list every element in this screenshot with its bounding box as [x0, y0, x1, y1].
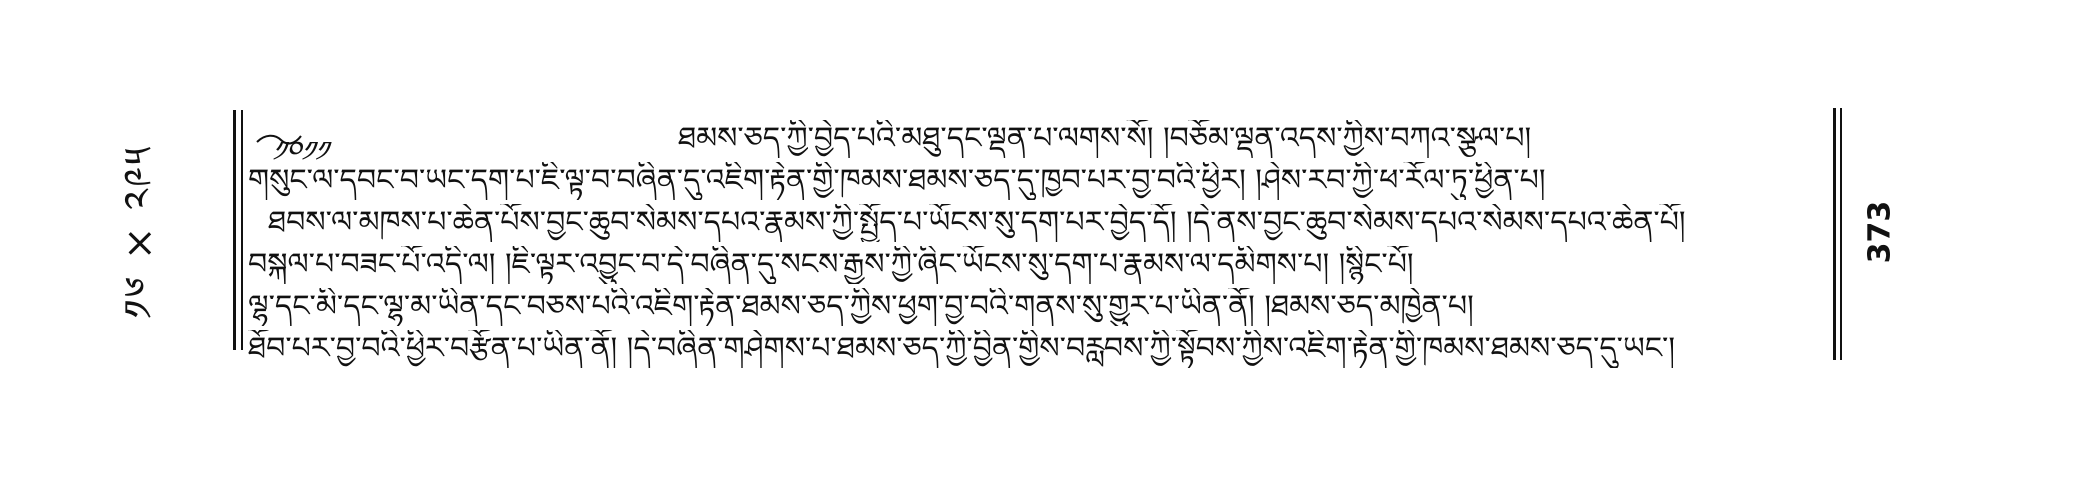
text-line	[248, 120, 1828, 158]
margin-notation: ༡༦ × ༢༩༥	[116, 145, 163, 319]
text-line	[248, 288, 1828, 326]
frame-line-left-inner	[241, 110, 243, 350]
frame-line-right-inner	[1833, 108, 1836, 360]
line-text: ལྷ་དང་མི་དང་ལྷ་མ་ཡིན་དང་བཅས་པའི་འཇིག་རྟེན་ཐམས་ཅད་ཀྱིས་ཕྱག་བྱ་བའི་གནས་སུ་གྱུར་པ་ཡིན་ནོ། །ཐམས་ཅད་མཁྱེན་པ།	[248, 289, 1474, 324]
line-text: ཐོབ་པར་བྱ་བའི་ཕྱིར་བརྩོན་པ་ཡིན་ནོ། །དེ་བཞིན་གཤེགས་པ་ཐམས་ཅད་ཀྱི་བྱིན་གྱིས་བརླབས་ཀྱི་སྟོབས་ཀྱིས་འཇིག་རྟེན་གྱི་ཁམས་ཐམས་ཅད་དུ་ཡང་།	[248, 331, 1676, 366]
frame-line-left-outer	[233, 110, 236, 350]
page-number: 373	[1862, 200, 1898, 264]
text-line	[248, 162, 1828, 200]
frame-line-right-outer	[1840, 108, 1842, 360]
line-text: ཐབས་ལ་མཁས་པ་ཆེན་པོས་བྱང་ཆུབ་སེམས་དཔའ་རྣམས་ཀྱི་སྤྱོད་པ་ཡོངས་སུ་དག་པར་བྱེད་དོ། །དེ་ནས་བྱང་ཆུབ་སེམས་དཔའ་སེམས་དཔའ་ཆེན་པོ།	[268, 205, 1686, 240]
line-text: བསྐལ་པ་བཟང་པོ་འདི་ལ། །ཇི་ལྟར་འབྱུང་བ་དེ་བཞིན་དུ་སངས་རྒྱས་ཀྱི་ཞིང་ཡོངས་སུ་དག་པ་རྣམས་ལ་དམིགས་པ། །སྙིང་པོ།	[248, 247, 1414, 282]
line-text: ཐམས་ཅད་ཀྱི་བྱེད་པའི་མཐུ་དང་ལྡན་པ་ལགས་སོ། །བཅོམ་ལྡན་འདས་ཀྱིས་བཀའ་སྩལ་པ།	[678, 121, 1532, 156]
text-line	[248, 246, 1828, 284]
line-text: གསུང་ལ་དབང་བ་ཡང་དག་པ་ཇི་ལྟ་བ་བཞིན་དུ་འཇིག་རྟེན་གྱི་ཁམས་ཐམས་ཅད་དུ་ཁྱབ་པར་བྱ་བའི་ཕྱིར། །ཤེས་རབ་ཀྱི་ཕ་རོལ་ཏུ་ཕྱིན་པ།	[248, 163, 1546, 198]
text-line	[248, 330, 1828, 368]
text-line	[248, 204, 1828, 242]
folio-number: ༡༠༡༡	[272, 135, 329, 168]
